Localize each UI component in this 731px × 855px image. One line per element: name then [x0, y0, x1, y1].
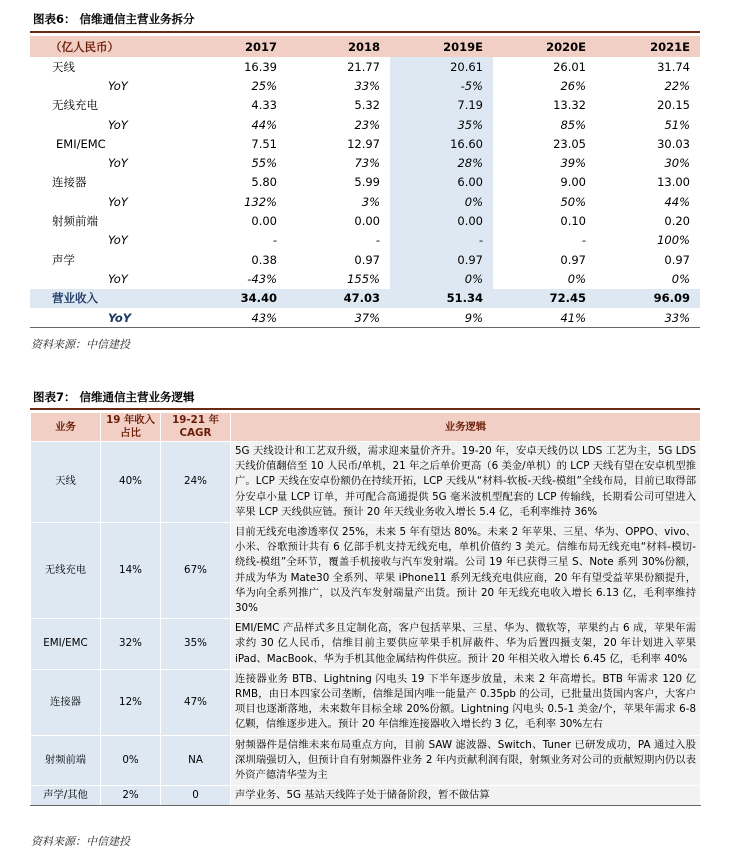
figure7-label: 图表7：	[33, 390, 76, 404]
revenue-share: 14%	[101, 523, 161, 619]
total-value: 34.40	[183, 289, 287, 308]
segment-yoy-row	[30, 269, 700, 288]
segment-row	[30, 211, 700, 230]
header-cagr-line2: CAGR	[179, 427, 212, 439]
cagr-value: 0	[161, 786, 231, 806]
yoy-label: YoY	[108, 117, 128, 132]
yoy-value: 22%	[664, 78, 690, 93]
segment-label: 无线充电	[52, 98, 98, 113]
segment-label: 天线	[52, 59, 75, 74]
yoy-value: 50%	[560, 194, 586, 209]
yoy-value: 44%	[251, 117, 277, 132]
logic-header-row	[31, 413, 701, 442]
yoy-value: 33%	[354, 78, 380, 93]
total-value: 47.03	[287, 289, 390, 308]
yoy-value: 26%	[560, 78, 586, 93]
yoy-value: 0%	[567, 271, 586, 286]
figure7-title	[33, 389, 195, 405]
business-logic-text: 声学业务、5G 基站天线阵子处于储备阶段，暂不做估算	[231, 786, 701, 806]
cagr-value: 67%	[161, 523, 231, 619]
segment-yoy-row	[30, 153, 700, 172]
revenue-share: 32%	[101, 619, 161, 670]
segment-label: EMI/EMC	[56, 136, 106, 151]
segment-value: 0.97	[354, 252, 380, 267]
header-cagr	[161, 413, 231, 442]
yoy-value: 0%	[390, 269, 493, 288]
yoy-value: -5%	[390, 76, 493, 95]
yoy-value: 132%	[244, 194, 277, 209]
total-yoy-value: 43%	[183, 308, 287, 328]
segment-value: 23.05	[553, 136, 586, 151]
figure6-title-rule	[30, 31, 700, 33]
cagr-value: NA	[161, 735, 231, 786]
yoy-value: -43%	[247, 271, 277, 286]
year-header: 2019E	[390, 36, 493, 57]
segment-label: 连接器	[52, 175, 87, 190]
segment-value: 20.15	[657, 98, 690, 113]
yoy-value: 30%	[664, 156, 690, 171]
segment-value: 26.01	[553, 59, 586, 74]
yoy-value: 23%	[354, 117, 380, 132]
revenue-share: 0%	[101, 735, 161, 786]
business-row	[31, 619, 701, 670]
header-business: 业务	[31, 413, 101, 442]
year-header: 2018	[287, 36, 390, 57]
figure6-title	[33, 11, 195, 27]
segment-value: 0.97	[560, 252, 586, 267]
yoy-value: -	[272, 233, 277, 248]
total-yoy-row	[30, 308, 700, 328]
segment-value: 30.03	[657, 136, 690, 151]
segment-value: 0.38	[251, 252, 277, 267]
revenue-share: 40%	[101, 442, 161, 523]
segment-value: 5.99	[354, 175, 380, 190]
revenue-breakdown-table	[30, 36, 700, 328]
business-row	[31, 442, 701, 523]
header-cagr-line1: 19-21 年	[172, 414, 219, 426]
segment-yoy-row	[30, 192, 700, 211]
business-name: 无线充电	[31, 523, 101, 619]
segment-yoy-row	[30, 231, 700, 250]
business-logic-text: 目前无线充电渗透率仅 25%，未来 5 年有望达 80%。未来 2 年苹果、三星、华为、OPPO、vivo、小米、谷歌预计共有 6 亿部手机支持无线充电，单机价值约 3 美元。信维布局无线充电“材料-模切-绕线-模组”全环节，覆盖手机接收与汽车发射端。公司 19 年已获得三星 S、Note 系列 30%份额，并成为华为 Mate30 全系列、苹果 iPhone11 系列无线充电供应商，20 年有望受益苹果份额提升，华为向全系列推广，以及汽车发射端量产出货。预计 20 年无线充电收入增长 6.13 亿，毛利率维持 30%	[231, 523, 701, 619]
yoy-value: 39%	[560, 156, 586, 171]
total-yoy-value: 37%	[287, 308, 390, 328]
yoy-value: -	[581, 233, 586, 248]
header-share	[101, 413, 161, 442]
total-label: 营业收入	[30, 289, 183, 308]
yoy-label: YoY	[108, 194, 128, 209]
yoy-label: YoY	[108, 233, 128, 248]
yoy-value: 44%	[664, 194, 690, 209]
segment-value: 0.97	[390, 250, 493, 269]
yoy-value: -	[375, 233, 380, 248]
segment-value: 9.00	[560, 175, 586, 190]
unit-header: （亿人民币）	[30, 36, 183, 57]
business-row	[31, 786, 701, 806]
segment-row	[30, 250, 700, 269]
business-name: 射频前端	[31, 735, 101, 786]
total-yoy-value: 41%	[493, 308, 596, 328]
segment-value: 4.33	[251, 98, 277, 113]
yoy-value: 155%	[347, 271, 380, 286]
figure7-title-rule	[30, 408, 700, 410]
business-logic-table	[30, 412, 701, 806]
cagr-value: 24%	[161, 442, 231, 523]
total-value: 51.34	[390, 289, 493, 308]
cagr-value: 47%	[161, 669, 231, 735]
segment-value: 13.32	[553, 98, 586, 113]
business-logic-text: 连接器业务 BTB、Lightning 闪电头 19 下半年逐步放量，未来 2 年高增长。BTB 年需求 120 亿 RMB，由日本四家公司垄断，信维是国内唯一能量产 0.35pb 的公司，已批量出货国内客户，大客户项目也逐渐落地，未来数年目标全球 20%份额。Lightning 闪电头 0.5-1 美金/个，苹果年需求 6-8 亿颗，信维逐步进入。预计 20 年信维连接器收入增长约 3 亿，毛利率 30%左右	[231, 669, 701, 735]
figure7-title-text: 信维通信主营业务逻辑	[79, 390, 195, 404]
business-name: 天线	[31, 442, 101, 523]
business-name: 声学/其他	[31, 786, 101, 806]
segment-value: 0.00	[354, 214, 380, 229]
yoy-value: 51%	[664, 117, 690, 132]
segment-label: 声学	[52, 252, 75, 267]
segment-value: 0.00	[390, 211, 493, 230]
total-yoy-label: YoY	[30, 308, 183, 328]
year-header: 2017	[183, 36, 287, 57]
segment-yoy-row	[30, 76, 700, 95]
segment-label: 射频前端	[52, 214, 98, 229]
figure6-label: 图表6：	[33, 12, 76, 26]
total-row	[30, 289, 700, 308]
segment-value: 13.00	[657, 175, 690, 190]
segment-value: 0.97	[664, 252, 690, 267]
yoy-value: 73%	[354, 156, 380, 171]
business-row	[31, 735, 701, 786]
segment-value: 7.19	[390, 96, 493, 115]
yoy-value: 55%	[251, 156, 277, 171]
business-row	[31, 669, 701, 735]
yoy-value: 0%	[390, 192, 493, 211]
yoy-value: 28%	[390, 153, 493, 172]
business-row	[31, 523, 701, 619]
segment-row	[30, 134, 700, 153]
revenue-share: 2%	[101, 786, 161, 806]
business-name: 连接器	[31, 669, 101, 735]
segment-value: 21.77	[347, 59, 380, 74]
segment-value: 5.80	[251, 175, 277, 190]
segment-value: 16.60	[390, 134, 493, 153]
figure6-source: 资料来源：中信建投	[31, 338, 130, 351]
yoy-value: 0%	[671, 271, 690, 286]
total-value: 72.45	[493, 289, 596, 308]
yoy-value: 100%	[657, 233, 690, 248]
segment-value: 16.39	[244, 59, 277, 74]
yoy-label: YoY	[108, 78, 128, 93]
header-share-line2: 占比	[120, 427, 141, 439]
yoy-value: 25%	[251, 78, 277, 93]
segment-value: 12.97	[347, 136, 380, 151]
segment-value: 31.74	[657, 59, 690, 74]
yoy-label: YoY	[108, 156, 128, 171]
total-value: 96.09	[596, 289, 700, 308]
segment-row	[30, 173, 700, 192]
yoy-value: -	[390, 231, 493, 250]
segment-value: 5.32	[354, 98, 380, 113]
business-name: EMI/EMC	[31, 619, 101, 670]
segment-value: 6.00	[390, 173, 493, 192]
header-logic: 业务逻辑	[231, 413, 701, 442]
yoy-value: 35%	[390, 115, 493, 134]
business-logic-text: 射频器件是信维未来布局重点方向，目前 SAW 滤波器、Switch、Tuner 已研发成功，PA 通过入股深圳瑞强切入，但预计自有射频器件业务 2 年内贡献利润有限，射频业务对公司的贡献短期内仍以表外资产德清华莹为主	[231, 735, 701, 786]
figure7-source: 资料来源：中信建投	[31, 835, 130, 848]
segment-row	[30, 96, 700, 115]
business-logic-text: 5G 天线设计和工艺双升级，需求迎来量价齐升。19-20 年，安卓天线仍以 LDS 工艺为主，5G LDS 天线价值翻倍至 10 人民币/单机，21 年之后单价更高（6 美金/单机）的 LCP 天线有望在安卓机型推广。LCP 天线在安卓份额仍在持续开拓，LCP 天线从“材料-软板-天线-模组”全线布局，目前已取得部分安卓小量 LCP 订单，并可配合高通提供 5G 毫米波机型配套的 LCP 传输线，长期看公司可望进入苹果 LCP 天线供应链。预计 20 年天线业务收入增长 5.4 亿，毛利率维持 36%	[231, 442, 701, 523]
yoy-label: YoY	[108, 271, 128, 286]
yoy-value: 3%	[361, 194, 380, 209]
segment-value: 0.10	[560, 214, 586, 229]
header-row	[30, 36, 700, 57]
total-yoy-value: 9%	[390, 308, 493, 328]
yoy-value: 85%	[560, 117, 586, 132]
segment-yoy-row	[30, 115, 700, 134]
segment-value: 7.51	[251, 136, 277, 151]
revenue-share: 12%	[101, 669, 161, 735]
segment-value: 0.00	[251, 214, 277, 229]
segment-row	[30, 57, 700, 76]
year-header: 2020E	[493, 36, 596, 57]
header-share-line1: 19 年收入	[106, 414, 155, 426]
segment-value: 20.61	[390, 57, 493, 76]
business-logic-text: EMI/EMC 产品样式多且定制化高，客户包括苹果、三星、华为、微软等，苹果约占 6 成，苹果年需求约 30 亿人民币，信维目前主要供应苹果手机屏蔽件、华为后置四摄支架，20 年计划进入苹果 iPad、MacBook、华为手机其他金属结构件供应。预计 20 年相关收入增长 6.45 亿，毛利率 40%	[231, 619, 701, 670]
cagr-value: 35%	[161, 619, 231, 670]
year-header: 2021E	[596, 36, 700, 57]
total-yoy-value: 33%	[596, 308, 700, 328]
segment-value: 0.20	[664, 214, 690, 229]
figure6-title-text: 信维通信主营业务拆分	[79, 12, 195, 26]
